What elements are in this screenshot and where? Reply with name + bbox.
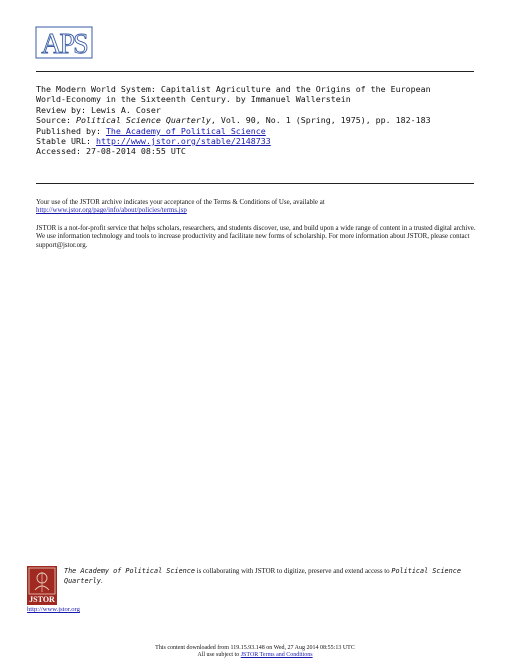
- jstor-logo[interactable]: [27, 566, 57, 605]
- collab-org: The Academy of Political Science: [64, 567, 195, 575]
- terms-link[interactable]: http://www.jstor.org/page/info/about/policies/terms.jsp: [36, 207, 187, 215]
- published-line: Published by: The Academy of Political Science: [36, 125, 266, 136]
- stable-url-line: Stable URL: http://www.jstor.org/stable/2148733: [36, 136, 271, 147]
- source-line: Source: Political Science Quarterly, Vol. 90, No. 1 (Spring, 1975), pp. 182-183: [36, 115, 431, 126]
- aps-logo-text: APS: [41, 29, 87, 59]
- top-rule: [36, 71, 474, 72]
- journal-name: Political Science Quarterly: [75, 115, 211, 126]
- terms-text: Your use of the JSTOR archive indicates your acceptance of the Terms & Conditions of Use, available at: [36, 199, 325, 206]
- article-title-line-2: World-Economy in the Sixteenth Century. by Immanuel Wallerstein: [36, 94, 351, 105]
- publisher-link[interactable]: The Academy of Political Science: [105, 125, 266, 136]
- about-jstor: JSTOR is a not-for-profit service that helps scholars, researchers, and students discover, use, and build upon a wide range of content in a trusted digital archive. We use information technology and tools to increase productivity and facilitate new forms of scholarship. For more information about JSTOR, please contact support@jstor.org.: [36, 225, 476, 249]
- download-footer: [0, 645, 510, 660]
- review-author: Review by: Lewis A. Coser: [36, 104, 161, 115]
- download-info: This content downloaded from 119.15.93.148 on Wed, 27 Aug 2014 08:55:13 UTC: [155, 645, 355, 651]
- citation-block: [36, 84, 476, 157]
- jstor-logo-text: JSTOR: [29, 595, 55, 604]
- aps-logo: [35, 26, 93, 59]
- collab-journal: Political Science Quarterly: [64, 567, 461, 585]
- jstor-home-link[interactable]: http://www.jstor.org: [27, 606, 80, 613]
- middle-rule: [36, 183, 474, 184]
- article-title-line-1: The Modern World System: Capitalist Agriculture and the Origins of the European: [36, 84, 431, 94]
- accessed-line: Accessed: 27-08-2014 08:55 UTC: [36, 146, 186, 157]
- collaboration-statement: The Academy of Political Science is collaborating with JSTOR to digitize, preserve and extend access to Political Science Quarterly.: [64, 567, 461, 585]
- footer-terms-link[interactable]: JSTOR Terms and Conditions: [240, 652, 313, 659]
- stable-url-link[interactable]: http://www.jstor.org/stable/2148733: [95, 136, 271, 147]
- terms-footer-line: All use subject to JSTOR Terms and Conditions: [197, 652, 313, 659]
- terms-notice: [36, 199, 476, 216]
